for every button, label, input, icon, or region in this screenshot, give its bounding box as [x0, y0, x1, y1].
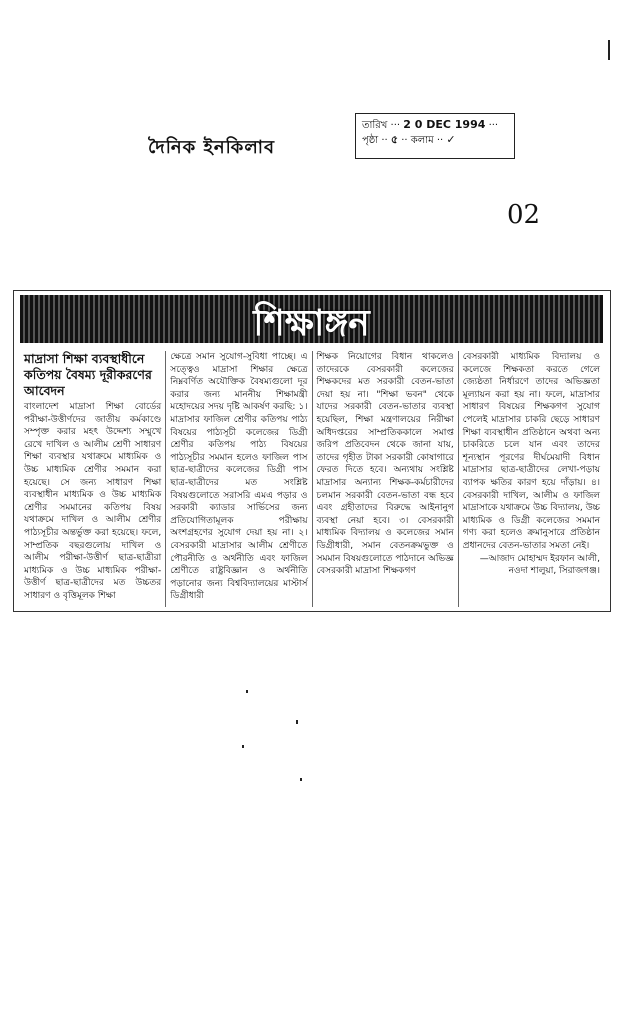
- column-value: ✓: [446, 133, 456, 146]
- article-column-3-text: শিক্ষক নিয়োগের বিধান থাকলেও তাদেরকে বেসরকারী কলেজের শিক্ষকদের মত সরকারী বেতন-ভাতা দেয়া হয় না। "শিক্ষা ভবন" থেকে যাদের সরকারী বেতন-ভাতার ব্যবস্থা হয়েছিল, শিক্ষা মন্ত্রণালয়ের নিরীক্ষা অধিদপ্তরের সাম্প্রতিককালে সমাপ্ত জরিপ প্রতিবেদন থেকে জানা যায়, তাদের গৃহীত টাকা সরকারী কোষাগারে ফেরত দিতে হবে। অন্যথায় সংশ্লিষ্ট মাদ্রাসার অন্যান্য শিক্ষক-কর্মচারীদের চলমান সরকারী বেতন-ভাতা বন্ধ হবে এবং গ্রহীতাদের বিরুদ্ধে আইনানুগ ব্যবস্থা নেয়া হবে। ৩। বেসরকারী মাধ্যমিক বিদ্যালয় ও কলেজের সমান ডিগ্রীধারী, সমান বেতনক্রমভুক্ত ও সমমান বিষয়গুলোতে পাঠদানে অভিজ্ঞ বেসরকারী মাদ্রাসা শিক্ষকগণ: [316, 352, 454, 577]
- handwritten-page-number: 02: [507, 200, 541, 230]
- scan-speck: [242, 745, 244, 748]
- article-byline: —আজাদ মোহাম্মদ ইরফান আলী, নওদা শালুয়া, সিরাজগঞ্জ।: [479, 553, 600, 577]
- article-columns: [20, 351, 604, 607]
- article-column-3: [312, 351, 458, 607]
- article-column-2: [165, 351, 311, 607]
- date-value: 2 0 DEC 1994: [403, 118, 486, 131]
- scan-speck: [246, 690, 248, 693]
- date-stamp-box: তারিখ ··· 2 0 DEC 1994 ··· পৃষ্ঠা ·· ৫ ·· কলাম ·· ✓: [355, 113, 515, 159]
- article-column-4-text: বেসরকারী মাধ্যমিক বিদ্যালয় ও কলেজে শিক্ষকতা করতে গেলে জ্যেষ্ঠতা নির্ধারণে তাদের অভিজ্ঞতা মূল্যায়ন করা হয় না। ফলে, মাদ্রাসার সাধারণ বিষয়ের শিক্ষকগণ সুযোগ পেলেই মাদ্রাসার চাকরি ছেড়ে সাধারণ শিক্ষা ব্যবস্থাধীন প্রতিষ্ঠানে অথবা অন্য চাকরিতে চলে যান এবং তাদের শূন্যস্থান পূরণের দীর্ঘমেয়াদী বিধান মাদ্রাসার ছাত্র-ছাত্রীদের লেখা-পড়ায় ব্যাপক ক্ষতির কারণ হয়ে দাঁড়ায়। ৪। বেসরকারী দাখিল, আলীম ও ফাজিল মাদ্রাসাকে যথাক্রমে উচ্চ বিদ্যালয়, উচ্চ মাধ্যমিক ও ডিগ্রী কলেজের সমমান গণ্য করা হলেও ক্রমানুসারে প্রতিষ্ঠান প্রধানদের বেতন-ভাতার সমতা নেই।: [462, 352, 600, 551]
- article-headline: মাদ্রাসা শিক্ষা ব্যবস্থাধীনে কতিপয় বৈষম্য দূরীকরণের আবেদন: [24, 351, 152, 398]
- article-column-1-text: বাংলাদেশ মাদ্রাসা শিক্ষা বোর্ডের পরীক্ষা-উত্তীর্ণদের জাতীয় কর্মকাণ্ডে সম্পৃক্ত করার মহৎ উদ্দেশ্য সম্মুখে রেখে দাখিল ও আলীম শ্রেণী সাধারণ শিক্ষা ব্যবস্থার যথাক্রমে মাধ্যমিক ও উচ্চ মাধ্যমিক শ্রেণীর সমমান করা হয়েছে। সে জন্য সাধারণ শিক্ষা ব্যবস্থাধীন মাধ্যমিক ও উচ্চ মাধ্যমিক শ্রেণীর সমমানের কতিপয় বিষয় যথাক্রমে দাখিল ও আলীম শ্রেণীর পাঠ্যসূচীর অন্তর্ভুক্ত করা হয়েছে। ফলে, সাম্প্রতিক বছরগুলোয় দাখিল ও আলীম পরীক্ষা-উত্তীর্ণ ছাত্র-ছাত্রীরা মাধ্যমিক ও উচ্চ মাধ্যমিক পরীক্ষা-উত্তীর্ণ ছাত্র-ছাত্রীদের মত উচ্চতর সাধারণ ও বৃত্তিমূলক শিক্ষা: [24, 402, 162, 601]
- article-column-2-text: ক্ষেত্রে সমান সুযোগ-সুবিধা পাচ্ছে। এ সত্ত্বেও মাদ্রাসা শিক্ষার ক্ষেত্রে নিম্নবর্ণিত অযৌক্তিক বৈষম্যগুলো দূর করার জন্য মাননীয় শিক্ষামন্ত্রী মহোদয়ের সদয় দৃষ্টি আকর্ষণ করছি: ১। মাদ্রাসার ফাজিল শ্রেণীর কতিপয় পাঠ্য বিষয়ের পাঠ্যসূচী কলেজের ডিগ্রী শ্রেণীর কতিপয় পাঠ্য বিষয়ের পাঠ্যসূচীর সমমান হলেও ফাজিল পাস ছাত্র-ছাত্রীদের কলেজের ডিগ্রী পাস ছাত্র-ছাত্রীদের মত সংশ্লিষ্ট বিষয়গুলোতে সরাসরি এমএ পড়ার ও সরকারী ক্যাডার সার্ভিসের জন্য প্রতিযোগিতামূলক পরীক্ষায় অংশগ্রহণের সুযোগ দেয়া হয় না। ২। বেসরকারী মাদ্রাসার আলীম শ্রেণীতে পৌরনীতি ও অর্থনীতি এবং ফাজিল শ্রেণীতে রাষ্ট্রবিজ্ঞান ও অর্থনীতি পড়ানোর জন্য বিশ্ববিদ্যালয়ের মাস্টার্স ডিগ্রীধারী: [170, 352, 308, 602]
- article-column-1: [20, 351, 165, 607]
- column-label: কলাম: [410, 135, 434, 146]
- section-banner: [20, 295, 603, 343]
- newspaper-clipping: [13, 290, 611, 612]
- scan-speck: [300, 778, 302, 781]
- date-label: তারিখ: [362, 120, 388, 131]
- page-value: ৫: [390, 133, 399, 146]
- page-label: পৃষ্ঠা: [362, 135, 379, 146]
- scan-speck: [296, 720, 298, 724]
- section-title: শিক্ষাঙ্গন: [253, 302, 370, 344]
- article-column-4: [458, 351, 604, 607]
- scan-edge-mark: [608, 40, 610, 60]
- newspaper-masthead: দৈনিক ইনকিলাব: [148, 137, 275, 158]
